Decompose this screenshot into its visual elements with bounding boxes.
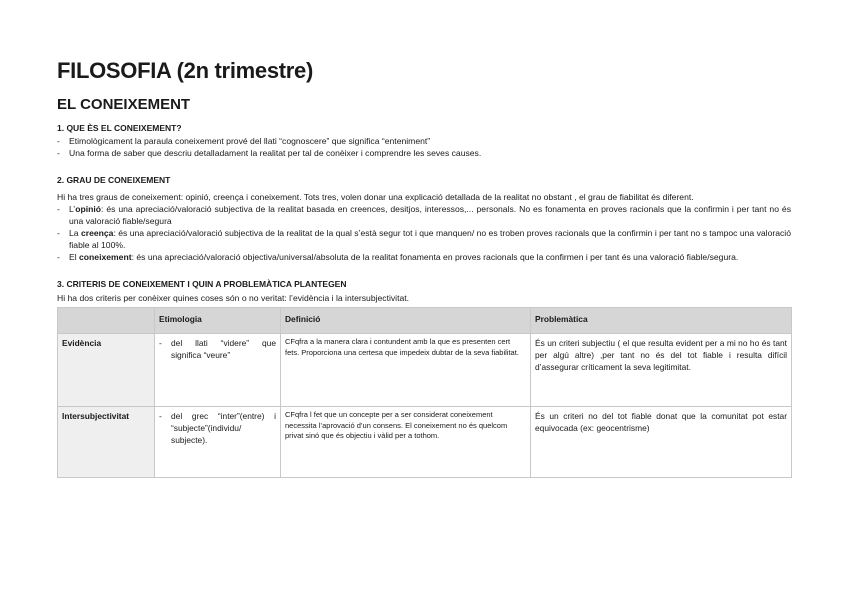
list-item: - L’opinió: és una apreciació/valoració subjectiva de la realitat basada en creences, desitjos, interessos,... personals. No es fonamenta en proves racionals que la confirmin i per tant no és una valoració fiable/segura (57, 203, 791, 227)
list-item: - La creença: és una apreciació/valoració subjectiva de la realitat de la qual s’està segur tot i que manquen/ no es troben proves racionals que la confirmin i per tant no s tampoc una valoració fiable al 100%. (57, 227, 791, 251)
row-label: Intersubjectivitat (58, 407, 155, 478)
section-2-list (57, 203, 791, 263)
term-opinio: opinió (75, 204, 101, 214)
document-page (57, 58, 791, 478)
table-cell: És un criteri subjectiu ( el que resulta evident per a mi no ho és tant per algú altre) ,per tant no és del tot fiable i resulta difícil d’assegurar críticament la seva legitimitat. (531, 334, 792, 407)
list-item: - El coneixement: és una apreciació/valoració objectiva/universal/absoluta de la realitat fonamenta en proves racionals que la confirmen i per tant és una valoració fiable/segura. (57, 251, 791, 263)
section-2-intro: Hi ha tres graus de coneixement: opinió, creença i coneixement. Tots tres, volen donar una explicació detallada de la realitat no obstant , el grau de fiabilitat és diferent. (57, 192, 694, 202)
table-row (58, 334, 792, 407)
document-subtitle: EL CONEIXEMENT (57, 96, 191, 113)
table-header: Problemàtica (531, 308, 792, 334)
term-coneixement: coneixement (79, 252, 132, 262)
table-cell: És un criteri no del tot fiable donat que la comunitat pot estar equivocada (ex: geocentrisme) (531, 407, 792, 478)
table-header: Etimologia (155, 308, 281, 334)
criteria-table (57, 307, 792, 478)
table-cell: CFqfra l fet que un concepte per a ser considerat coneixement necessita l’aprovació d’un consens. El coneixement no és quelcom privat sinó que és objectiu i vàlid per a tothom. (281, 407, 531, 478)
section-1-heading: 1. QUE ÈS EL CONEIXEMENT? (57, 123, 182, 133)
section-2 (57, 175, 791, 263)
section-2-heading: 2. GRAU DE CONEIXEMENT (57, 175, 171, 185)
table-header-row (58, 308, 792, 334)
table-cell: - del llati “videre” que significa “veure” (155, 334, 281, 407)
table-header: Definició (281, 308, 531, 334)
section-1-list (57, 135, 791, 159)
term-creenca: creença (80, 228, 114, 238)
row-label: Evidència (58, 334, 155, 407)
section-3 (57, 279, 791, 478)
list-item: - Etimològicament la paraula coneixement prové del llati “cognoscere” que significa “enteniment” (57, 135, 791, 147)
list-item: - Una forma de saber que descriu detalladament la realitat per tal de conèixer i comprendre les seves causes. (57, 147, 791, 159)
section-1 (57, 123, 791, 159)
section-3-intro: Hi ha dos criteris per conèixer quines coses són o no veritat: l’evidència i la intersubjectivitat. (57, 293, 410, 303)
section-3-heading: 3. CRITERIS DE CONEIXEMENT I QUIN A PROBLEMÀTICA PLANTEGEN (57, 279, 347, 289)
document-title: FILOSOFIA (2n trimestre) (57, 58, 314, 83)
table-cell: - del grec “inter”(entre) i “subjecte”(individu/ subjecte). (155, 407, 281, 478)
table-header (58, 308, 155, 334)
table-row (58, 407, 792, 478)
table-cell: CFqfra a la manera clara i contundent amb la que es presenten cert fets. Proporciona una certesa que impedeix dubtar de la seva fiabilitat. (281, 334, 531, 407)
